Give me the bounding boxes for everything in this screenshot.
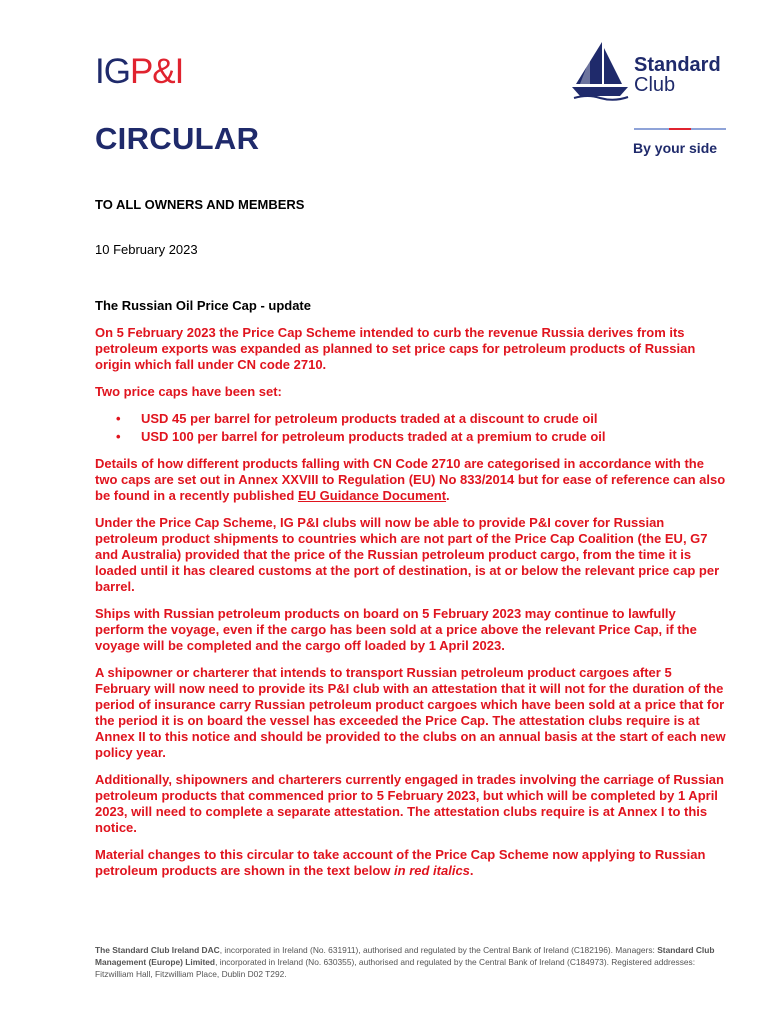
bullet-icon: •: [116, 411, 121, 426]
paragraph-details: [95, 456, 727, 504]
brand-name-line2: Club: [634, 74, 676, 96]
details-text: Details of how different products falling with CN Code 2710 are categorised in accordance with the two caps are set out in Annex XXVIII to Regulation (EU) No 833/2014 but for ease of reference can also be found in a recently published: [95, 456, 726, 503]
eu-guidance-link[interactable]: EU Guidance Document: [297, 488, 447, 503]
circular-date: 10 February 2023: [95, 242, 198, 257]
logo-ig-text: IG: [95, 52, 130, 91]
paragraph-additional: Additionally, shipowners and charterers currently engaged in trades involving the carriage of Russian petroleum products that commenced prior to 5 February 2023, but which will be completed by 1 April 2023, will need to complete a separate attestation. The attestation clubs require is at Annex I to this notice.: [95, 772, 724, 835]
list-item-text: USD 100 per barrel for petroleum products traded at a premium to crude oil: [141, 429, 606, 444]
paragraph-voyage: Ships with Russian petroleum products on board on 5 February 2023 may continue to lawfully perform the voyage, even if the cargo has been sold at a price above the relevant Price Cap, if the voyage will be completed and the cargo off loaded by 1 April 2023.: [95, 606, 697, 653]
footer-text-1: , incorporated in Ireland (No. 631911), authorised and regulated by the Central Bank of Ireland (C182196). Managers:: [219, 945, 658, 955]
price-cap-list: [95, 411, 727, 445]
tagline: By your side: [633, 140, 718, 156]
footer-legal: [95, 944, 727, 980]
footer-entity-2: Standard Club Management (Europe) Limited: [95, 945, 715, 967]
logo-pi-text: P&I: [129, 52, 184, 91]
document-title: CIRCULAR: [95, 121, 260, 156]
material-italic: in red italics: [394, 863, 470, 878]
brand-name: [634, 55, 721, 95]
igpi-logo: [95, 54, 183, 89]
brand-name-line1: Standard: [634, 54, 721, 76]
footer-entity-1: The Standard Club Ireland DAC: [95, 945, 220, 955]
paragraph-intro: On 5 February 2023 the Price Cap Scheme intended to curb the revenue Russia derives from its petroleum exports was expanded as planned to set price caps for petroleum products of Russian origin which fall under CN code 2710.: [95, 325, 696, 372]
material-text: Material changes to this circular to take account of the Price Cap Scheme now applying to Russian petroleum products are shown in the text below: [95, 847, 706, 878]
material-end: .: [469, 863, 474, 878]
list-item: [116, 411, 727, 427]
subject-heading: The Russian Oil Price Cap - update: [95, 298, 311, 313]
details-end: .: [446, 488, 450, 503]
sailing-ship-icon: [570, 40, 632, 102]
footer-text-2: , incorporated in Ireland (No. 630355), authorised and regulated by the Central Bank of Ireland (C184973). Registered addresses: Fitzwilliam Hall, Fitzwilliam Place, Dublin D02 T292.: [95, 957, 696, 979]
paragraph-material-changes: [95, 847, 727, 879]
addressee: TO ALL OWNERS AND MEMBERS: [95, 197, 305, 212]
paragraph-caps-lead: Two price caps have been set:: [95, 384, 282, 399]
list-item: [116, 429, 727, 445]
circular-body: [95, 325, 727, 890]
paragraph-attestation: A shipowner or charterer that intends to transport Russian petroleum product cargoes after 5 February will now need to provide its P&I club with an attestation that it will not for the duration of the period of insurance carry Russian petroleum product cargoes which have been sold at a price that for the period it is on board the vessel has exceeded the Price Cap. The attestation clubs require is at Annex II to this notice and should be provided to the clubs on an annual basis at the start of each new policy year.: [95, 665, 726, 760]
list-item-text: USD 45 per barrel for petroleum products traded at a discount to crude oil: [141, 411, 598, 426]
paragraph-cover: Under the Price Cap Scheme, IG P&I clubs will now be able to provide P&I cover for Russian petroleum product shipments to countries which are not part of the Price Cap Coalition (the EU, G7 and Australia) provided that the price of the Russian petroleum product cargo, from the time it is loaded until it has cleared customs at the port of destination, is at or below the relevant price cap per barrel.: [95, 515, 720, 594]
standard-club-logo: [570, 40, 740, 102]
tagline-divider: [634, 128, 726, 130]
bullet-icon: •: [116, 429, 121, 444]
